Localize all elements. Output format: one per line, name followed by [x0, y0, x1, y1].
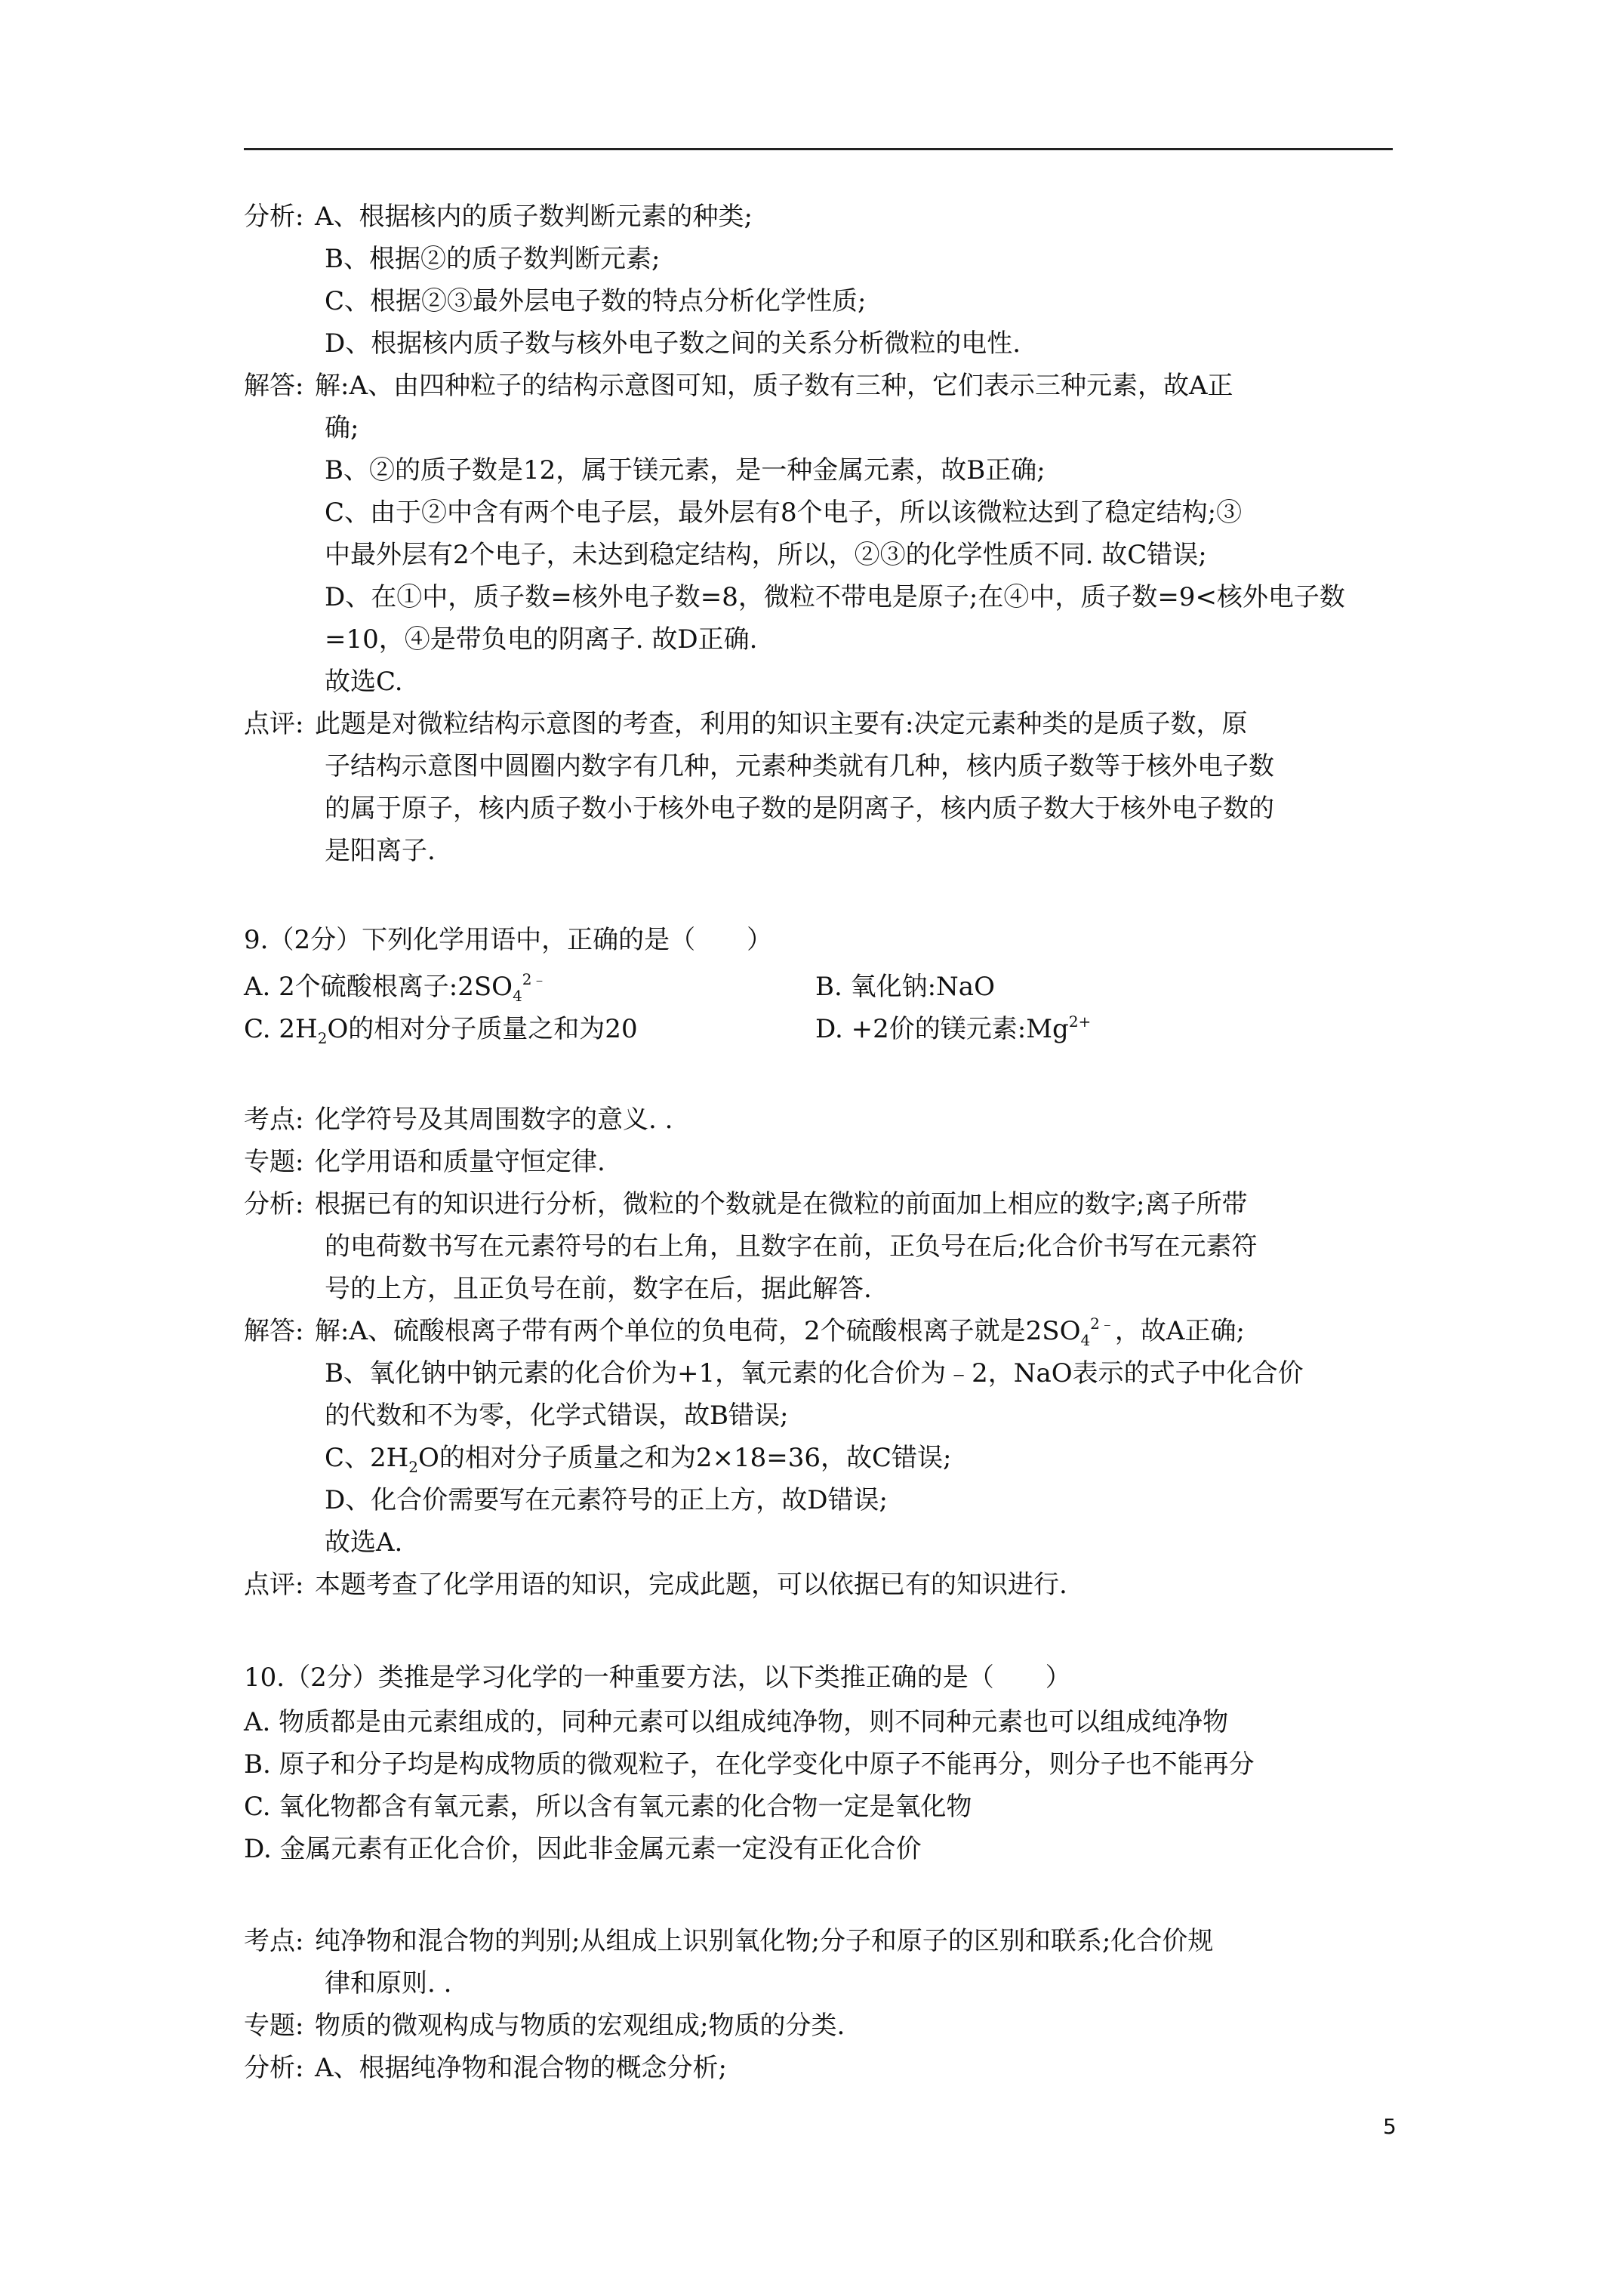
q8-analysis-line: A、根据核内的质子数判断元素的种类; [315, 202, 753, 232]
q8-answer-line: 解:A、由四种粒子的结构示意图可知，质子数有三种，它们表示三种元素，故A正 [315, 371, 1233, 401]
q9-option-a-text: A. 2个硫酸根离子:2SO [244, 972, 513, 1002]
q9-answer-c-text: C、2H [325, 1443, 409, 1473]
q10-stem: 10.（2分）类推是学习化学的一种重要方法，以下类推正确的是（ ） [244, 1663, 1071, 1693]
q10-point-label: 考点: [244, 1926, 304, 1956]
q8-answer-line: D、在①中，质子数=核外电子数=8，微粒不带电是原子;在④中，质子数=9<核外电子数 [325, 582, 1345, 612]
q10-option-d: D. 金属元素有正化合价，因此非金属元素一定没有正化合价 [244, 1834, 922, 1864]
q9-answer-a-sub: 4 [1080, 1331, 1091, 1349]
q9-answer-c-text2: O的相对分子质量之和为2×18=36，故C错误; [418, 1443, 952, 1473]
q10-point-line: 纯净物和混合物的判别;从组成上识别氧化物;分子和原子的区别和联系;化合价规 [315, 1926, 1214, 1956]
q10-analysis-label: 分析: [244, 2053, 304, 2083]
q8-analysis-label: 分析: [244, 202, 304, 232]
q10-topic-label: 专题: [244, 2011, 304, 2041]
q9-stem: 9.（2分）下列化学用语中，正确的是（ ） [244, 925, 773, 955]
q9-answer-d: D、化合价需要写在元素符号的正上方，故D错误; [325, 1485, 888, 1515]
q9-answer-a-sup: 2﹣ [1090, 1314, 1115, 1333]
q8-analysis-line: C、根据②③最外层电子数的特点分析化学性质; [325, 286, 867, 316]
q9-answer-c [325, 1443, 952, 1476]
q8-comment-line: 的属于原子，核内质子数小于核外电子数的是阴离子，核内质子数大于核外电子数的 [325, 794, 1274, 824]
q8-answer-line: 故选C. [325, 667, 403, 697]
q8-comment-label: 点评: [244, 709, 304, 739]
q8-comment-line: 此题是对微粒结构示意图的考查，利用的知识主要有:决定元素种类的是质子数，原 [315, 709, 1248, 739]
q9-option-a-sub: 4 [513, 987, 522, 1005]
q8-answer-line: B、②的质子数是12，属于镁元素，是一种金属元素，故B正确; [325, 455, 1046, 485]
q9-option-c [244, 1014, 638, 1047]
q9-topic-label: 专题: [244, 1147, 304, 1177]
q10-analysis: A、根据纯净物和混合物的概念分析; [315, 2053, 728, 2083]
q9-option-a [244, 970, 547, 1005]
q9-option-d [815, 1012, 1092, 1044]
q9-answer-a-text2: ，故A正确; [1114, 1316, 1245, 1346]
q9-option-b: B. 氧化钠:NaO [815, 972, 995, 1002]
q9-option-c-sub: 2 [317, 1029, 328, 1047]
q8-comment-line: 子结构示意图中圆圈内数字有几种，元素种类就有几种，核内质子数等于核外电子数 [325, 751, 1274, 781]
q10-option-b: B. 原子和分子均是构成物质的微观粒子，在化学变化中原子不能再分，则分子也不能再分 [244, 1749, 1255, 1780]
q8-analysis-line: D、根据核内质子数与核外电子数之间的关系分析微粒的电性. [325, 328, 1021, 359]
q9-option-c-text: C. 2H [244, 1014, 318, 1044]
q9-answer-b1: B、氧化钠中钠元素的化合价为+1，氧元素的化合价为﹣2，NaO表示的式子中化合价 [325, 1358, 1304, 1388]
q8-answer-line: 确; [325, 413, 359, 443]
q10-option-a: A. 物质都是由元素组成的，同种元素可以组成纯净物，则不同种元素也可以组成纯净物 [244, 1707, 1229, 1737]
q9-answer-a-text: 解:A、硫酸根离子带有两个单位的负电荷，2个硫酸根离子就是2SO [315, 1316, 1081, 1346]
q9-analysis-line: 号的上方，且正负号在前，数字在后，据此解答. [325, 1274, 872, 1304]
q9-comment-label: 点评: [244, 1570, 304, 1600]
q9-analysis-line: 根据已有的知识进行分析，微粒的个数就是在微粒的前面加上相应的数字;离子所带 [315, 1189, 1248, 1219]
q8-answer-line: C、由于②中含有两个电子层，最外层有8个电子，所以该微粒达到了稳定结构;③ [325, 498, 1243, 528]
q8-answer-line: =10，④是带负电的阴离子. 故D正确. [325, 624, 758, 655]
q9-analysis-line: 的电荷数书写在元素符号的右上角，且数字在前，正负号在后;化合价书写在元素符 [325, 1231, 1258, 1262]
q9-topic: 化学用语和质量守恒定律. [315, 1147, 605, 1177]
q9-answer-c-sub: 2 [408, 1458, 419, 1476]
q9-comment: 本题考查了化学用语的知识，完成此题，可以依据已有的知识进行. [315, 1570, 1067, 1600]
q8-answer-label: 解答: [244, 371, 304, 401]
q8-answer-line: 中最外层有2个电子，未达到稳定结构，所以，②③的化学性质不同. 故C错误; [325, 540, 1207, 570]
header-rule [244, 148, 1393, 150]
q9-answer-e: 故选A. [325, 1527, 403, 1558]
q9-option-d-sup: 2+ [1068, 1012, 1092, 1031]
q9-answer-label: 解答: [244, 1316, 304, 1346]
q9-answer-b2: 的代数和不为零，化学式错误，故B错误; [325, 1401, 789, 1431]
q9-point-label: 考点: [244, 1105, 304, 1135]
q9-point: 化学符号及其周围数字的意义. . [315, 1105, 673, 1135]
q9-option-a-sup: 2﹣ [522, 970, 547, 988]
q8-analysis-line: B、根据②的质子数判断元素; [325, 244, 661, 274]
q10-point-line: 律和原则. . [325, 1968, 452, 1999]
q9-option-d-text: D. +2价的镁元素:Mg [815, 1014, 1069, 1044]
q9-option-c-text2: O的相对分子质量之和为20 [327, 1014, 638, 1044]
q9-answer-a [315, 1314, 1245, 1349]
q8-comment-line: 是阳离子. [325, 836, 436, 866]
page-number: 5 [1383, 2114, 1397, 2139]
q9-analysis-label: 分析: [244, 1189, 304, 1219]
q10-option-c: C. 氧化物都含有氧元素，所以含有氧元素的化合物一定是氧化物 [244, 1792, 972, 1822]
q10-topic: 物质的微观构成与物质的宏观组成;物质的分类. [315, 2011, 845, 2041]
